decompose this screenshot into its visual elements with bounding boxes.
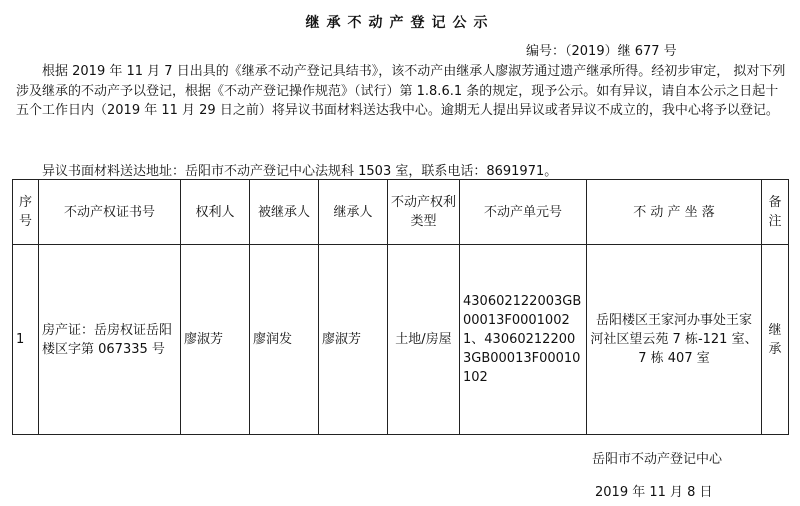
- header-certificate-no: 不动产权证书号: [39, 180, 181, 245]
- header-unit-no: 不动产单元号: [460, 180, 587, 245]
- cell-location: 岳阳楼区王家河办事处王家河社区望云苑 7 栋-121 室、7 栋 407 室: [587, 245, 762, 435]
- header-index: 序号: [13, 180, 39, 245]
- signature-date: 2019 年 11 月 8 日: [595, 485, 713, 500]
- header-right-type: 不动产权利类型: [388, 180, 460, 245]
- signature-organization: 岳阳市不动产登记中心: [592, 452, 723, 467]
- cell-index: 1: [13, 245, 39, 435]
- header-right-holder: 权利人: [181, 180, 250, 245]
- header-decedent: 被继承人: [250, 180, 319, 245]
- registration-table: [12, 179, 789, 435]
- cell-right-holder: 廖淑芳: [181, 245, 250, 435]
- header-heir: 继承人: [319, 180, 388, 245]
- cell-remark: 继承: [762, 245, 789, 435]
- cell-decedent: 廖润发: [250, 245, 319, 435]
- cell-unit-no: 430602122003GB00013F00010021、430602122003GB00013F00010102: [460, 245, 587, 435]
- notice-paragraph-text: 根据 2019 年 11 月 7 日出具的《继承不动产登记具结书》，该不动产由继承人廖淑芳通过遗产继承所得。经初步审定， 拟对下列涉及继承的不动产予以登记，根据《不动产登记操作规范》（试行）第 1.8.6.1 条的规定，现予公示。如有异议，请自本公示之日起十五个工作日内（2019 年 11 月 29 日之前）将异议书面材料送达我中心。逾期无人提出异议或者异议不成立的，我中心将予以登记。: [16, 64, 786, 118]
- cell-right-type: 土地/房屋: [388, 245, 460, 435]
- table-header-row: [13, 180, 789, 245]
- header-location: 不 动 产 坐 落: [587, 180, 762, 245]
- document-title: 继承不动产登记公示: [305, 15, 495, 31]
- header-remark: 备注: [762, 180, 789, 245]
- document-number: 编号：（2019）继 677 号: [526, 44, 677, 59]
- cell-heir: 廖淑芳: [319, 245, 388, 435]
- objection-address: 异议书面材料送达地址：岳阳市不动产登记中心法规科 1503 室，联系电话：8691971。: [42, 164, 558, 179]
- cell-certificate-no: 房产证：岳房权证岳阳楼区字第 067335 号: [39, 245, 181, 435]
- notice-paragraph: [16, 62, 786, 121]
- table-row: [13, 245, 789, 435]
